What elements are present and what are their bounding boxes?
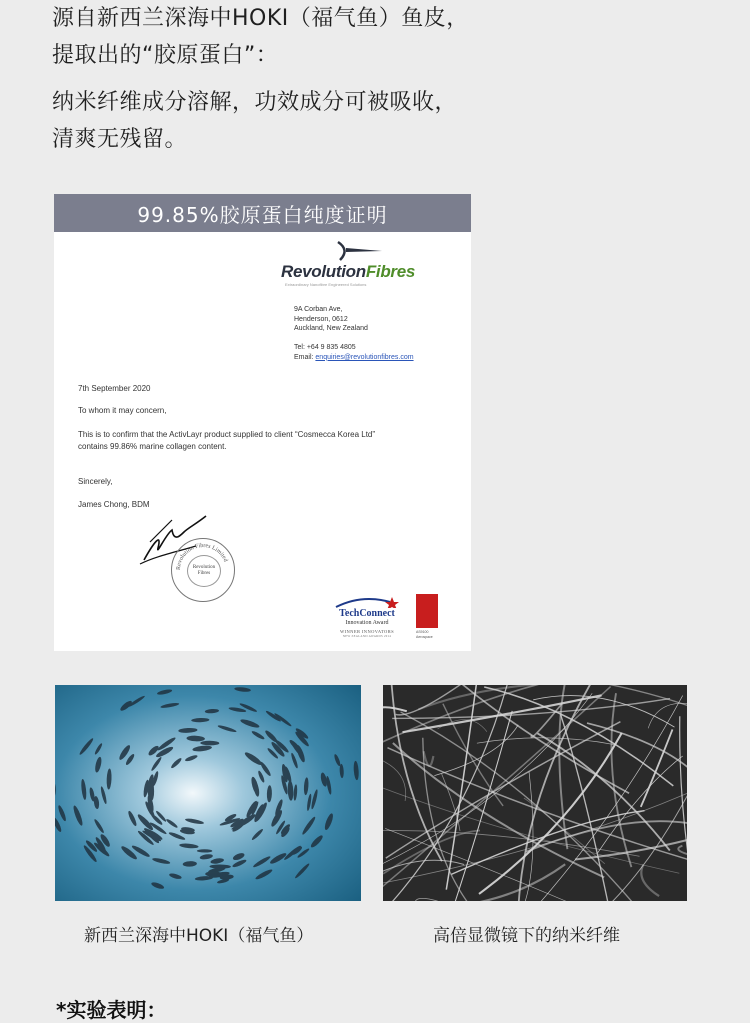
nanofibre-microscope-photo	[383, 685, 687, 901]
techconnect-award-badge	[332, 596, 402, 638]
certificate-card	[54, 194, 471, 651]
award-region: NEW ZEALAND AWARDS 2014	[342, 634, 392, 638]
certificate-banner: 99.85%胶原蛋白纯度证明	[54, 194, 471, 232]
iso-label-line: AS9100	[416, 630, 429, 634]
letter-body	[78, 429, 375, 453]
award-title: Innovation Award	[345, 620, 389, 626]
intro-line-4: 清爽无残留。	[52, 127, 188, 152]
address-line: Henderson, 0612	[294, 315, 348, 323]
seal-center-line: Fibres	[197, 571, 211, 576]
company-seal	[171, 538, 235, 602]
company-address	[294, 305, 368, 334]
seal-center-line: Revolution	[192, 565, 216, 570]
letter-body-line: This is to confirm that the ActivLayr product supplied to client “Cosmecca Korea Ltd”	[78, 430, 376, 439]
iso-label-line: Aerospace	[416, 634, 433, 639]
iso-label	[416, 630, 433, 639]
seal-ring-text: Revolution Fibres Limited	[175, 542, 229, 571]
letter-signatory: James Chong, BDM	[78, 500, 150, 509]
logo-word-accent: Fibres	[365, 262, 416, 281]
logo-swoosh-icon	[336, 240, 384, 262]
address-line: 9A Corban Ave,	[294, 306, 343, 313]
intro-line-2: 提取出的“胶原蛋白”：	[52, 43, 279, 68]
letter-closing: Sincerely,	[78, 477, 113, 486]
address-line: Auckland, New Zealand	[294, 325, 368, 332]
award-swoosh-icon	[332, 596, 402, 608]
iso-certification-badge	[416, 594, 438, 628]
caption-nanofibre: 高倍显微镜下的纳米纤维	[433, 926, 620, 946]
award-name: TechConnect	[339, 608, 395, 619]
award-winner: WINNER INNOVATORS	[339, 629, 394, 634]
fish-school-image	[55, 685, 361, 901]
email-label: Email:	[294, 353, 316, 361]
intro-text	[52, 0, 469, 158]
intro-line-3: 纳米纤维成分溶解，功效成分可被吸收，	[52, 90, 458, 115]
nanofibre-image	[383, 685, 687, 901]
company-contact	[294, 343, 414, 362]
letter-body-line: contains 99.86% marine collagen content.	[78, 442, 227, 451]
letter-greeting: To whom it may concern,	[78, 406, 167, 415]
experiment-heading: *实验表明：	[56, 998, 167, 1022]
email-link[interactable]: enquiries@revolutionfibres.com	[315, 353, 414, 361]
hoki-fish-photo	[55, 685, 361, 901]
intro-line-1: 源自新西兰深海中HOKI（福气鱼）鱼皮，	[52, 6, 469, 31]
letter-date: 7th September 2020	[78, 384, 151, 393]
telephone: Tel: +64 9 835 4805	[294, 344, 356, 351]
caption-hoki: 新西兰深海中HOKI（福气鱼）	[84, 926, 314, 946]
logo-tagline: Extraordinary Nanofibre Engineered Solutions	[285, 282, 367, 287]
logo-word-main: Revolution	[281, 262, 366, 281]
